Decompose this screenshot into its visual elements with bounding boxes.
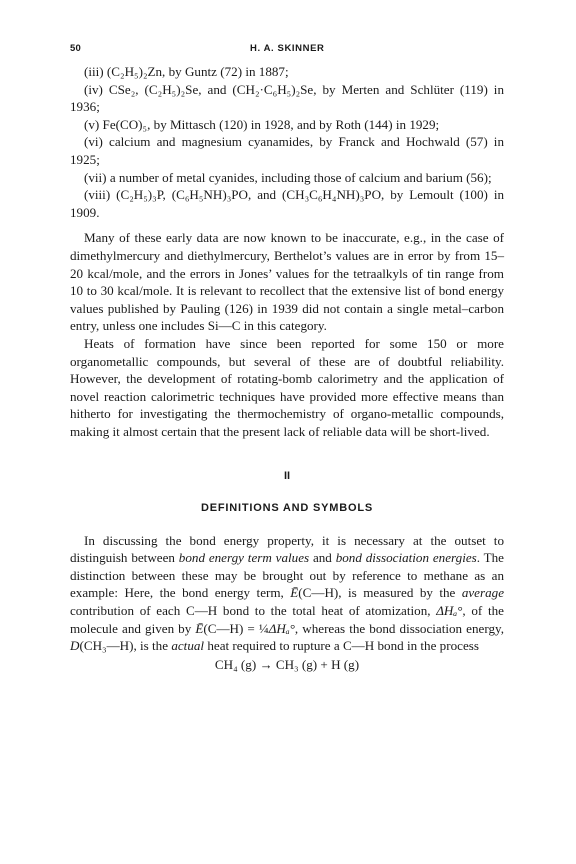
text-run: In discussing the bond energy property, it is necessary at the outset to distinguish between xyxy=(70,532,504,566)
list-item: (vi) calcium and magnesium cyanamides, by Franck and Hochwald (57) in 1925; xyxy=(70,134,504,167)
text-run: heat required to rupture a C—H bond in the process xyxy=(204,638,479,654)
italic-term: bond energy term values xyxy=(178,550,310,566)
text-run: and xyxy=(309,550,336,566)
list-item: (iv) CSe₂, (C₂H₅)₂Se, and (CH₂·C₆H₅)₂Se, by Merten and Schlüter (119) in 1936; xyxy=(70,81,504,115)
text-run: (C—H), is measured by the xyxy=(298,585,462,601)
text-run: contribution of each C—H bond to the total heat of atomization, xyxy=(70,603,437,619)
section-title: DEFINITIONS AND SYMBOLS xyxy=(201,502,373,515)
italic-symbol: ΔHₐ° xyxy=(268,620,295,636)
italic-term: bond dissociation energies xyxy=(335,550,477,566)
text-run: (CH₃—H), is the xyxy=(79,638,172,654)
page-number: 50 xyxy=(70,43,81,54)
section-number: II xyxy=(283,470,291,483)
text-run: (C—H) = ¼ xyxy=(203,620,269,636)
list-item: (v) Fe(CO)₅, by Mittasch (120) in 1928, and by Roth (144) in 1929; xyxy=(84,116,440,132)
italic-symbol: ΔHₐ° xyxy=(436,603,463,619)
list-item: (iii) (C₂H₅)₂Zn, by Guntz (72) in 1887; xyxy=(84,64,289,79)
paragraph-heats-of-formation: Heats of formation have since been reported for some 150 or more organometallic compounds, but several of these are of doubtful reliability. However, the development of rotating-bomb calorimetry and the application of novel reaction calorimetric techniques have provided more effective means than hitherto for investigating the thermochemistry of organo-metallic compounds, making it almost certain that the present lack of reliable data will be short-lived. xyxy=(70,335,504,439)
italic-symbol: D xyxy=(70,638,80,654)
italic-symbol: Ē xyxy=(290,585,299,601)
running-title: H. A. SKINNER xyxy=(250,43,325,54)
paragraph-early-data: Many of these early data are now known to be inaccurate, e.g., in the case of dimethylmercury and diethylmercury, Berthelot’s values are in error by from 15–20 kcal/mole, and the errors in Jones’ values for the tetraalkyls of tin range from 10 to 30 kcal/mole. It is relevant to recollect that the extensive list of bond energy values published by Pauling (126) in 1939 did not contain a single metal–carbon entry, unless one includes Si—C in this category. xyxy=(70,230,504,334)
reaction-equation: CH₄ (g) → CH₃ (g) + H (g) xyxy=(214,656,360,672)
page-body xyxy=(70,63,504,673)
text-run: . The distinction between these may be brought out by reference to methane as an example: Here, the bond energy term, xyxy=(70,550,504,601)
text-run: , whereas the bond dissociation energy, xyxy=(294,620,504,636)
italic-term: actual xyxy=(171,638,205,654)
list-item: (viii) (C₂H₅)₃P, (C₆H₅NH)₃PO, and (CH₃C₆H₄NH)₃PO, by Lemoult (100) in 1909. xyxy=(70,187,504,220)
italic-term: average xyxy=(461,585,504,601)
italic-symbol: Ē xyxy=(195,620,204,636)
text-run: , of the molecule and given by xyxy=(70,603,504,636)
paragraph-definitions xyxy=(70,532,504,655)
list-item: (vii) a number of metal cyanides, including those of calcium and barium (56); xyxy=(84,169,492,185)
